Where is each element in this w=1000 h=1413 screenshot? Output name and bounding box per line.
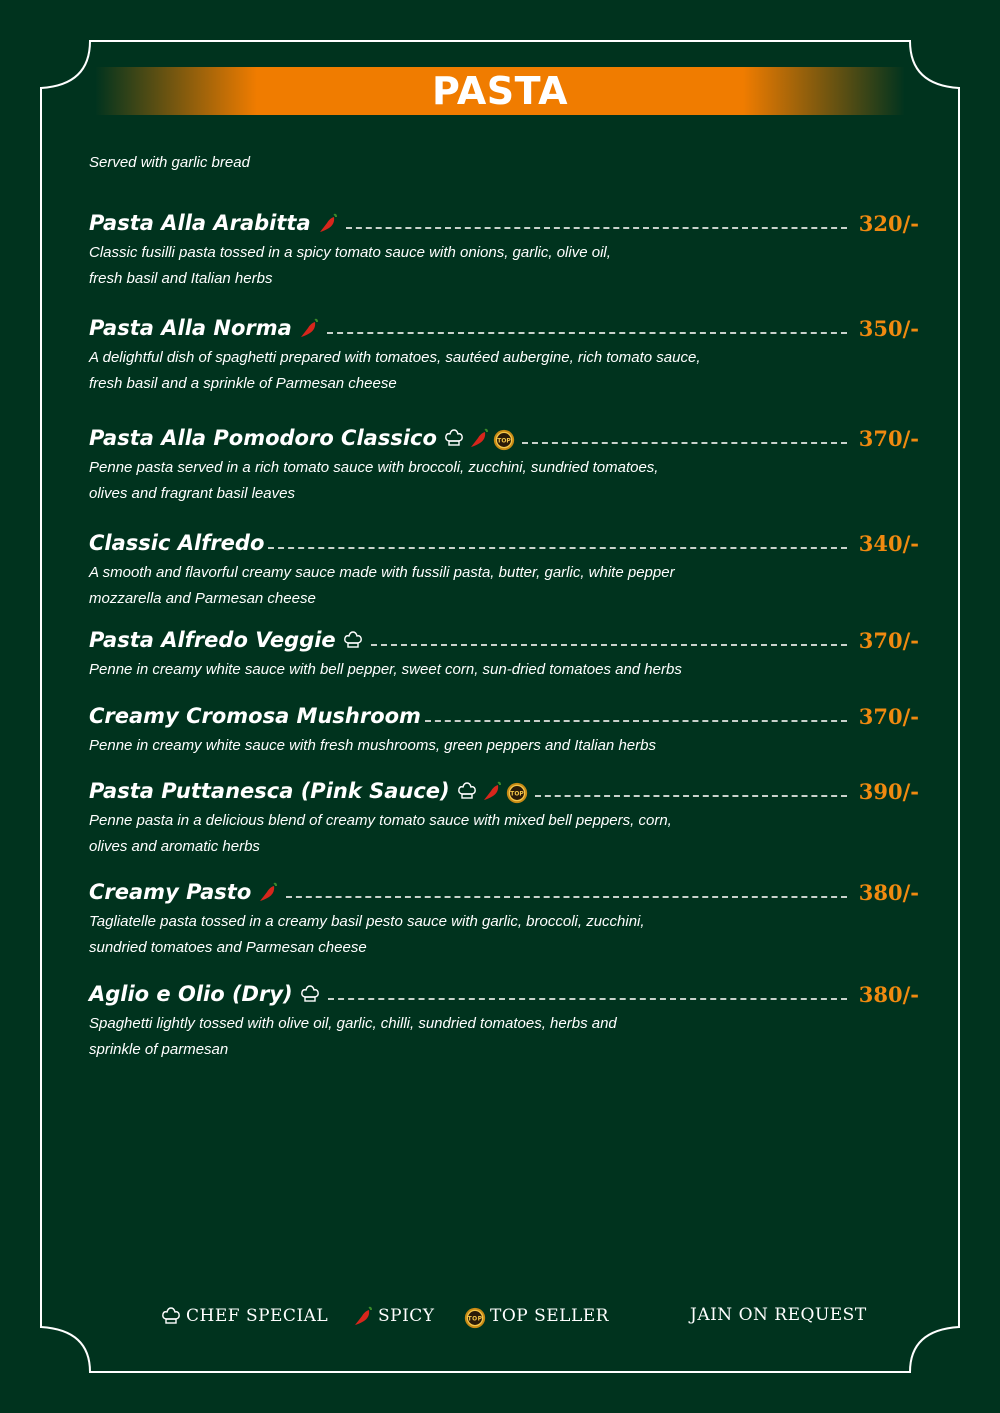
description-line: mozzarella and Parmesan cheese <box>89 590 316 607</box>
menu-item-header <box>89 528 919 558</box>
menu-item-icons <box>456 780 531 802</box>
chef-hat-icon <box>443 427 465 449</box>
menu-item-icons <box>299 983 324 1005</box>
menu-item-description <box>89 455 919 507</box>
menu-item-price: 340/- <box>858 530 919 556</box>
legend-item <box>352 1305 435 1327</box>
menu-item-description <box>89 560 919 612</box>
description-line: Penne pasta served in a rich tomato sauce with broccoli, zucchini, sundried tomatoes, <box>89 459 659 476</box>
menu-item-description <box>89 657 919 683</box>
svg-text:TOP: TOP <box>497 438 511 445</box>
menu-item-name: Creamy Cromosa Mushroom <box>89 704 421 728</box>
legend-item <box>160 1305 328 1327</box>
menu-item-price: 320/- <box>858 210 919 236</box>
svg-text:TOP: TOP <box>467 1316 483 1323</box>
section-subtitle: Served with garlic bread <box>89 154 250 171</box>
description-line: sundried tomatoes and Parmesan cheese <box>89 939 367 956</box>
top-seller-badge-icon <box>493 427 515 449</box>
legend-label: TOP SELLER <box>490 1306 609 1326</box>
dotted-leader <box>371 644 847 646</box>
legend-item <box>690 1305 867 1325</box>
description-line: fresh basil and a sprinkle of Parmesan cheese <box>89 375 397 392</box>
menu-item-icons <box>257 881 282 903</box>
menu-item-price: 370/- <box>858 425 919 451</box>
description-line: Penne in creamy white sauce with bell pepper, sweet corn, sun-dried tomatoes and herbs <box>89 661 682 678</box>
menu-item-price: 380/- <box>858 981 919 1007</box>
menu-item-header <box>89 877 919 907</box>
menu-item-description <box>89 345 919 397</box>
menu-item-name: Pasta Alfredo Veggie <box>89 628 336 652</box>
section-title: PASTA <box>431 69 569 113</box>
menu-item-price: 380/- <box>858 879 919 905</box>
legend-label: JAIN ON REQUEST <box>690 1305 867 1325</box>
menu-item-price: 370/- <box>858 627 919 653</box>
menu-item-name: Pasta Puttanesca (Pink Sauce) <box>89 779 450 803</box>
description-line: Penne in creamy white sauce with fresh mushrooms, green peppers and Italian herbs <box>89 737 656 754</box>
top-seller-badge-icon <box>464 1305 486 1327</box>
svg-text:TOP: TOP <box>509 791 524 798</box>
menu-item-header <box>89 776 919 806</box>
menu-item-description <box>89 733 919 759</box>
menu-item-header <box>89 625 919 655</box>
chili-icon <box>481 780 503 802</box>
menu-item-description <box>89 909 919 961</box>
section-header-bar <box>95 67 905 115</box>
menu-item-description <box>89 240 919 292</box>
chili-icon <box>317 212 339 234</box>
legend-item <box>464 1305 609 1327</box>
menu-item-icons <box>298 317 323 339</box>
menu-item-description <box>89 808 919 860</box>
menu-item <box>89 423 919 507</box>
legend-label: SPICY <box>378 1306 435 1326</box>
dotted-leader <box>268 547 846 549</box>
menu-item <box>89 979 919 1063</box>
description-line: Penne pasta in a delicious blend of creamy tomato sauce with mixed bell peppers, corn, <box>89 812 672 829</box>
menu-item-name: Pasta Alla Arabitta <box>89 211 311 235</box>
menu-item <box>89 313 919 397</box>
top-seller-badge-icon <box>506 780 528 802</box>
menu-item <box>89 776 919 860</box>
menu-item-name: Classic Alfredo <box>89 531 265 555</box>
menu-item-name: Pasta Alla Pomodoro Classico <box>89 426 437 450</box>
chef-hat-icon <box>160 1305 182 1327</box>
menu-item-description <box>89 1011 919 1063</box>
chef-hat-icon <box>299 983 321 1005</box>
dotted-leader <box>328 998 847 1000</box>
menu-item-price: 370/- <box>858 703 919 729</box>
menu-item-header <box>89 313 919 343</box>
description-line: Classic fusilli pasta tossed in a spicy tomato sauce with onions, garlic, olive oil, <box>89 244 611 261</box>
menu-item-name: Pasta Alla Norma <box>89 316 292 340</box>
chili-icon <box>257 881 279 903</box>
description-line: olives and fragrant basil leaves <box>89 485 295 502</box>
menu-item-header <box>89 701 919 731</box>
dotted-leader <box>522 442 847 444</box>
menu-item <box>89 208 919 292</box>
menu-item-header <box>89 979 919 1009</box>
description-line: sprinkle of parmesan <box>89 1041 229 1058</box>
menu-item <box>89 701 919 759</box>
description-line: fresh basil and Italian herbs <box>89 270 273 287</box>
legend-label: CHEF SPECIAL <box>186 1306 329 1326</box>
description-line: olives and aromatic herbs <box>89 838 260 855</box>
menu-item-name: Creamy Pasto <box>89 880 252 904</box>
dotted-leader <box>425 720 847 722</box>
menu-item-price: 350/- <box>858 315 919 341</box>
description-line: A smooth and flavorful creamy sauce made with fussili pasta, butter, garlic, white pepper <box>89 564 675 581</box>
menu-item-icons <box>342 629 367 651</box>
dotted-leader <box>286 896 847 898</box>
menu-item-header <box>89 208 919 238</box>
menu-item-icons <box>443 427 518 449</box>
menu-item-price: 390/- <box>858 778 919 804</box>
menu-item-header <box>89 423 919 453</box>
chili-icon <box>352 1305 374 1327</box>
menu-item <box>89 877 919 961</box>
description-line: Spaghetti lightly tossed with olive oil, garlic, chilli, sundried tomatoes, herbs and <box>89 1015 617 1032</box>
icon-legend <box>0 1305 1000 1333</box>
menu-item <box>89 528 919 612</box>
chili-icon <box>468 427 490 449</box>
dotted-leader <box>535 795 847 797</box>
dotted-leader <box>327 332 847 334</box>
description-line: Tagliatelle pasta tossed in a creamy basil pesto sauce with garlic, broccoli, zucchini, <box>89 913 645 930</box>
menu-item-name: Aglio e Olio (Dry) <box>89 982 293 1006</box>
chili-icon <box>298 317 320 339</box>
description-line: A delightful dish of spaghetti prepared with tomatoes, sautéed aubergine, rich tomato sauce, <box>89 349 701 366</box>
dotted-leader <box>346 227 847 229</box>
menu-item <box>89 625 919 683</box>
menu-item-icons <box>317 212 342 234</box>
chef-hat-icon <box>342 629 364 651</box>
chef-hat-icon <box>456 780 478 802</box>
